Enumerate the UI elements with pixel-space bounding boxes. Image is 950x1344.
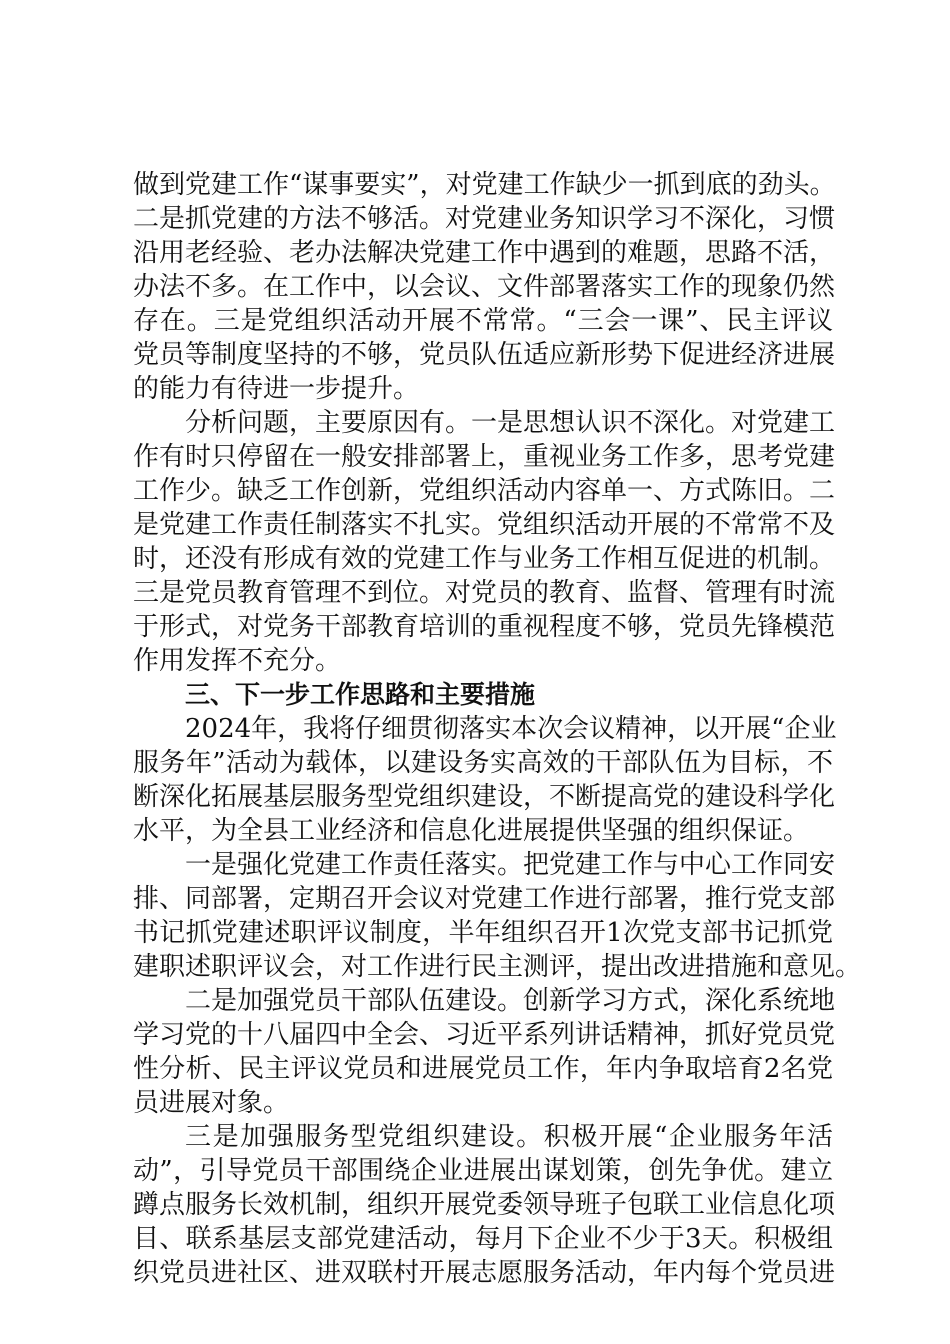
text-line: 于形式，对党务干部教育培训的重视程度不够，党员先锋模范 bbox=[133, 612, 836, 642]
text-line: 建职述职评议会，对工作进行民主测评，提出改进措施和意见。 bbox=[133, 952, 862, 982]
text-line: 员进展对象。 bbox=[133, 1088, 290, 1118]
paragraph-first-line: 一是强化党建工作责任落实。把党建工作与中心工作同安 bbox=[185, 850, 836, 880]
text-line: 织党员进社区、进双联村开展志愿服务活动，年内每个党员进 bbox=[133, 1258, 836, 1288]
paragraph-first-line: 二是加强党员干部队伍建设。创新学习方式，深化系统地 bbox=[185, 986, 836, 1016]
text-line: 二是抓党建的方法不够活。对党建业务知识学习不深化，习惯 bbox=[133, 204, 836, 234]
text-line: 目、联系基层支部党建活动，每月下企业不少于3天。积极组 bbox=[133, 1224, 833, 1254]
text-line: 作有时只停留在一般安排部署上，重视业务工作多，思考党建 bbox=[133, 442, 836, 472]
paragraph-first-line: 三是加强服务型党组织建设。积极开展“企业服务年活 bbox=[185, 1122, 833, 1152]
text-line: 办法不多。在工作中，以会议、文件部署落实工作的现象仍然 bbox=[133, 272, 836, 302]
text-line: 学习党的十八届四中全会、习近平系列讲话精神，抓好党员党 bbox=[133, 1020, 836, 1050]
text-line: 排、同部署，定期召开会议对党建工作进行部署，推行党支部 bbox=[133, 884, 836, 914]
section-heading: 三、下一步工作思路和主要措施 bbox=[185, 680, 536, 709]
text-line: 党员等制度坚持的不够，党员队伍适应新形势下促进经济进展 bbox=[133, 340, 836, 370]
text-line: 动”，引导党员干部围绕企业进展出谋划策，创先争优。建立 bbox=[133, 1156, 833, 1186]
text-line: 三是党员教育管理不到位。对党员的教育、监督、管理有时流 bbox=[133, 578, 836, 608]
text-line: 做到党建工作“谋事要实”，对党建工作缺少一抓到底的劲头。 bbox=[133, 170, 836, 200]
text-line: 是党建工作责任制落实不扎实。党组织活动开展的不常常不及 bbox=[133, 510, 836, 540]
paragraph-first-line: 分析问题，主要原因有。一是思想认识不深化。对党建工 bbox=[185, 408, 836, 438]
text-line: 服务年”活动为载体，以建设务实高效的干部队伍为目标，不 bbox=[133, 748, 833, 778]
text-line: 性分析、民主评议党员和进展党员工作，年内争取培育2名党 bbox=[133, 1054, 833, 1084]
text-line: 的能力有待进一步提升。 bbox=[133, 374, 420, 404]
text-line: 水平，为全县工业经济和信息化进展提供坚强的组织保证。 bbox=[133, 816, 810, 846]
text-line: 沿用老经验、老办法解决党建工作中遇到的难题，思路不活， bbox=[133, 238, 836, 268]
text-line: 作用发挥不充分。 bbox=[133, 646, 342, 676]
text-line: 时，还没有形成有效的党建工作与业务工作相互促进的机制。 bbox=[133, 544, 836, 574]
text-line: 断深化拓展基层服务型党组织建设，不断提高党的建设科学化 bbox=[133, 782, 836, 812]
paragraph-first-line: 2024年，我将仔细贯彻落实本次会议精神，以开展“企业 bbox=[185, 714, 837, 744]
text-line: 工作少。缺乏工作创新，党组织活动内容单一、方式陈旧。二 bbox=[133, 476, 836, 506]
text-line: 书记抓党建述职评议制度，半年组织召开1次党支部书记抓党 bbox=[133, 918, 833, 948]
document-page bbox=[133, 168, 862, 1290]
text-line: 存在。三是党组织活动开展不常常。“三会一课”、民主评议 bbox=[133, 306, 833, 336]
text-line: 蹲点服务长效机制，组织开展党委领导班子包联工业信息化项 bbox=[133, 1190, 836, 1220]
